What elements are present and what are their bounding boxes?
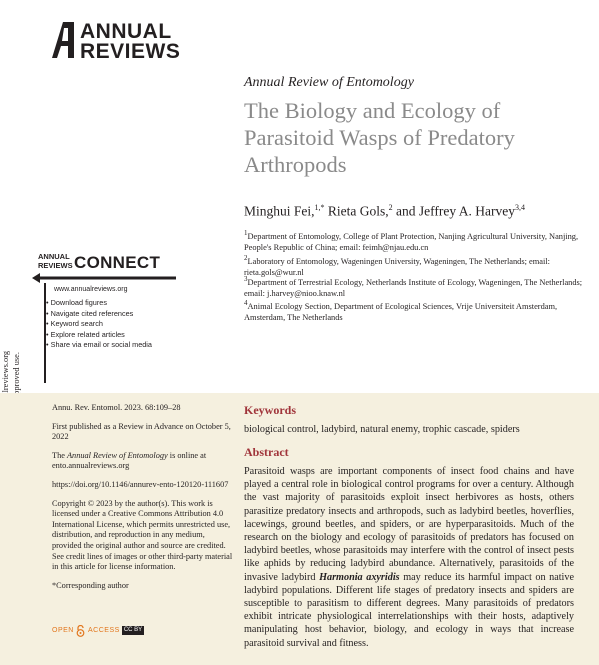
keywords-abstract-column (244, 403, 574, 650)
open-access-right: ACCESS (88, 627, 120, 634)
abstract-species: Harmonia axyridis (319, 571, 400, 583)
affiliation-text: Department of Entomology, College of Plant Protection, Nanjing Agricultural University, Nanjing, People's Republic of China; email: feimh@njau.edu.cn (244, 231, 579, 252)
connect-feature-label: Navigate cited references (50, 308, 134, 318)
logo-word-reviews: REVIEWS (80, 40, 181, 63)
annual-reviews-logo (52, 20, 182, 64)
abstract-part2: may reduce its harmful impact on native ladybird populations. Different life stages of predatory insects and spiders are susceptible to parasitism to different degrees. Many parasitoids of predators exhibit intricate physiological interrelationships with their hosts, adaptively manipulating host behavior, biology, and ecology in ways that increase parasitoid survival and fitness. (244, 571, 574, 649)
annual-reviews-connect-box[interactable] (30, 253, 176, 385)
doi-link[interactable]: https://doi.org/10.1146/annurev-ento-120120-111607 (52, 479, 229, 489)
citation: Annu. Rev. Entomol. 2023. 68:109–28 (52, 403, 181, 412)
list-item: • Share via email or social media (46, 340, 152, 350)
online-note-journal: Annual Review of Entomology (66, 450, 168, 460)
list-item: • Download figures (46, 298, 107, 307)
abstract-heading: Abstract (244, 445, 289, 459)
affiliation-text: Department of Terrestrial Ecology, Netherlands Institute of Ecology, Wageningen, The Netherlands; email: j.harvey@nioo.knaw.nl (244, 277, 583, 298)
connect-feature-label: Share via email or social media (50, 340, 152, 350)
author-affil-sup: 3,4 (514, 203, 525, 212)
online-note-pre: The (52, 450, 67, 460)
affiliation (244, 228, 584, 253)
author-name: Minghui Fei, (244, 203, 315, 219)
author-affil-sup: 2 (388, 203, 393, 212)
affiliation-number: 3 (244, 275, 248, 283)
list-item: • Keyword search (46, 319, 103, 329)
author-list (244, 203, 525, 220)
journal-name: Annual Review of Entomology (244, 75, 414, 90)
open-access-badge (52, 625, 142, 639)
title-line: Arthropods (244, 152, 347, 177)
list-item: • Navigate cited references (46, 308, 134, 318)
copyright-notice: Copyright © 2023 by the author(s). This work is licensed under a Creative Commons Attribution 4.0 International License, which permits unrestricted use, distribution, and reproduction in any medium, provided the original author and source are credited. See credit lines of images or other third-party material in this article for license information. (52, 498, 233, 572)
article-metadata-column (52, 403, 234, 599)
open-access-left: OPEN (52, 627, 74, 634)
connect-feature-label: Explore related articles (50, 329, 125, 339)
author-name: and Jeffrey A. Harvey (392, 203, 515, 219)
title-line: Parasitoid Wasps of Predatory (244, 125, 515, 150)
connect-title: CONNECT (74, 253, 161, 272)
affiliation-text: Laboratory of Entomology, Wageningen University, Wageningen, The Netherlands; email: rieta.gols@wur.nl (244, 256, 550, 277)
keywords-heading: Keywords (244, 403, 296, 417)
article-title (244, 97, 584, 178)
abstract-text (244, 465, 574, 650)
arrow-left-icon (32, 273, 176, 283)
logo-word-annual: ANNUAL (80, 20, 172, 43)
connect-feature-label: Keyword search (50, 319, 103, 329)
first-published: First published as a Review in Advance on October 5, 2022 (52, 421, 231, 442)
keywords-text: biological control, ladybird, natural enemy, trophic cascade, spiders (244, 424, 520, 435)
cc-by-license-icon: CC BY (123, 627, 143, 633)
connect-feature-list (46, 298, 152, 351)
annual-reviews-logo-icon (52, 22, 74, 58)
affiliation-number: 2 (244, 254, 248, 262)
corresponding-author-note: *Corresponding author (52, 580, 129, 590)
online-note (52, 451, 234, 472)
connect-logo-small (38, 253, 73, 270)
affiliation-text: Animal Ecology Section, Department of Ecological Sciences, Vrije Universiteit Amsterdam, Amsterdam, The Netherlands (244, 301, 558, 322)
abstract-part1: Parasitoid wasps are important components of insect food chains and have played a central role in biological control programs for over a century. Although the vast majority of parasitoids exploit insect herbivores as hosts, others parasitize predatory insects and arthropods, such as ladybird beetles, hoverflies, lacewings, ground beetles, and spiders, or are hyperparasitoids. Much of the research on the biology and ecology of parasitoids of predators has focused on ladybird beetles, whose parasitoids may interfere with the control of insect pests like aphids by reducing ladybird abundance. Alternatively, parasitoids of the invasive ladybird (244, 466, 574, 583)
connect-url[interactable]: www.annualreviews.org (54, 286, 128, 293)
online-note-post: is online at ento.annualreviews.org (52, 450, 207, 471)
open-lock-icon (76, 625, 85, 637)
author-affil-sup: 1,* (314, 203, 325, 212)
connect-small-line2: REVIEWS (38, 260, 73, 270)
affiliation (244, 274, 584, 299)
author-name: Rieta Gols, (324, 203, 389, 219)
title-line: The Biology and Ecology of (244, 98, 501, 123)
connect-feature-label: Download figures (50, 298, 107, 307)
affiliation-number: 1 (244, 229, 248, 237)
list-item: • Explore related articles (46, 329, 125, 339)
affiliation-number: 4 (244, 299, 248, 307)
affiliation (244, 298, 584, 323)
connect-small-line1: ANNUAL (38, 252, 70, 261)
